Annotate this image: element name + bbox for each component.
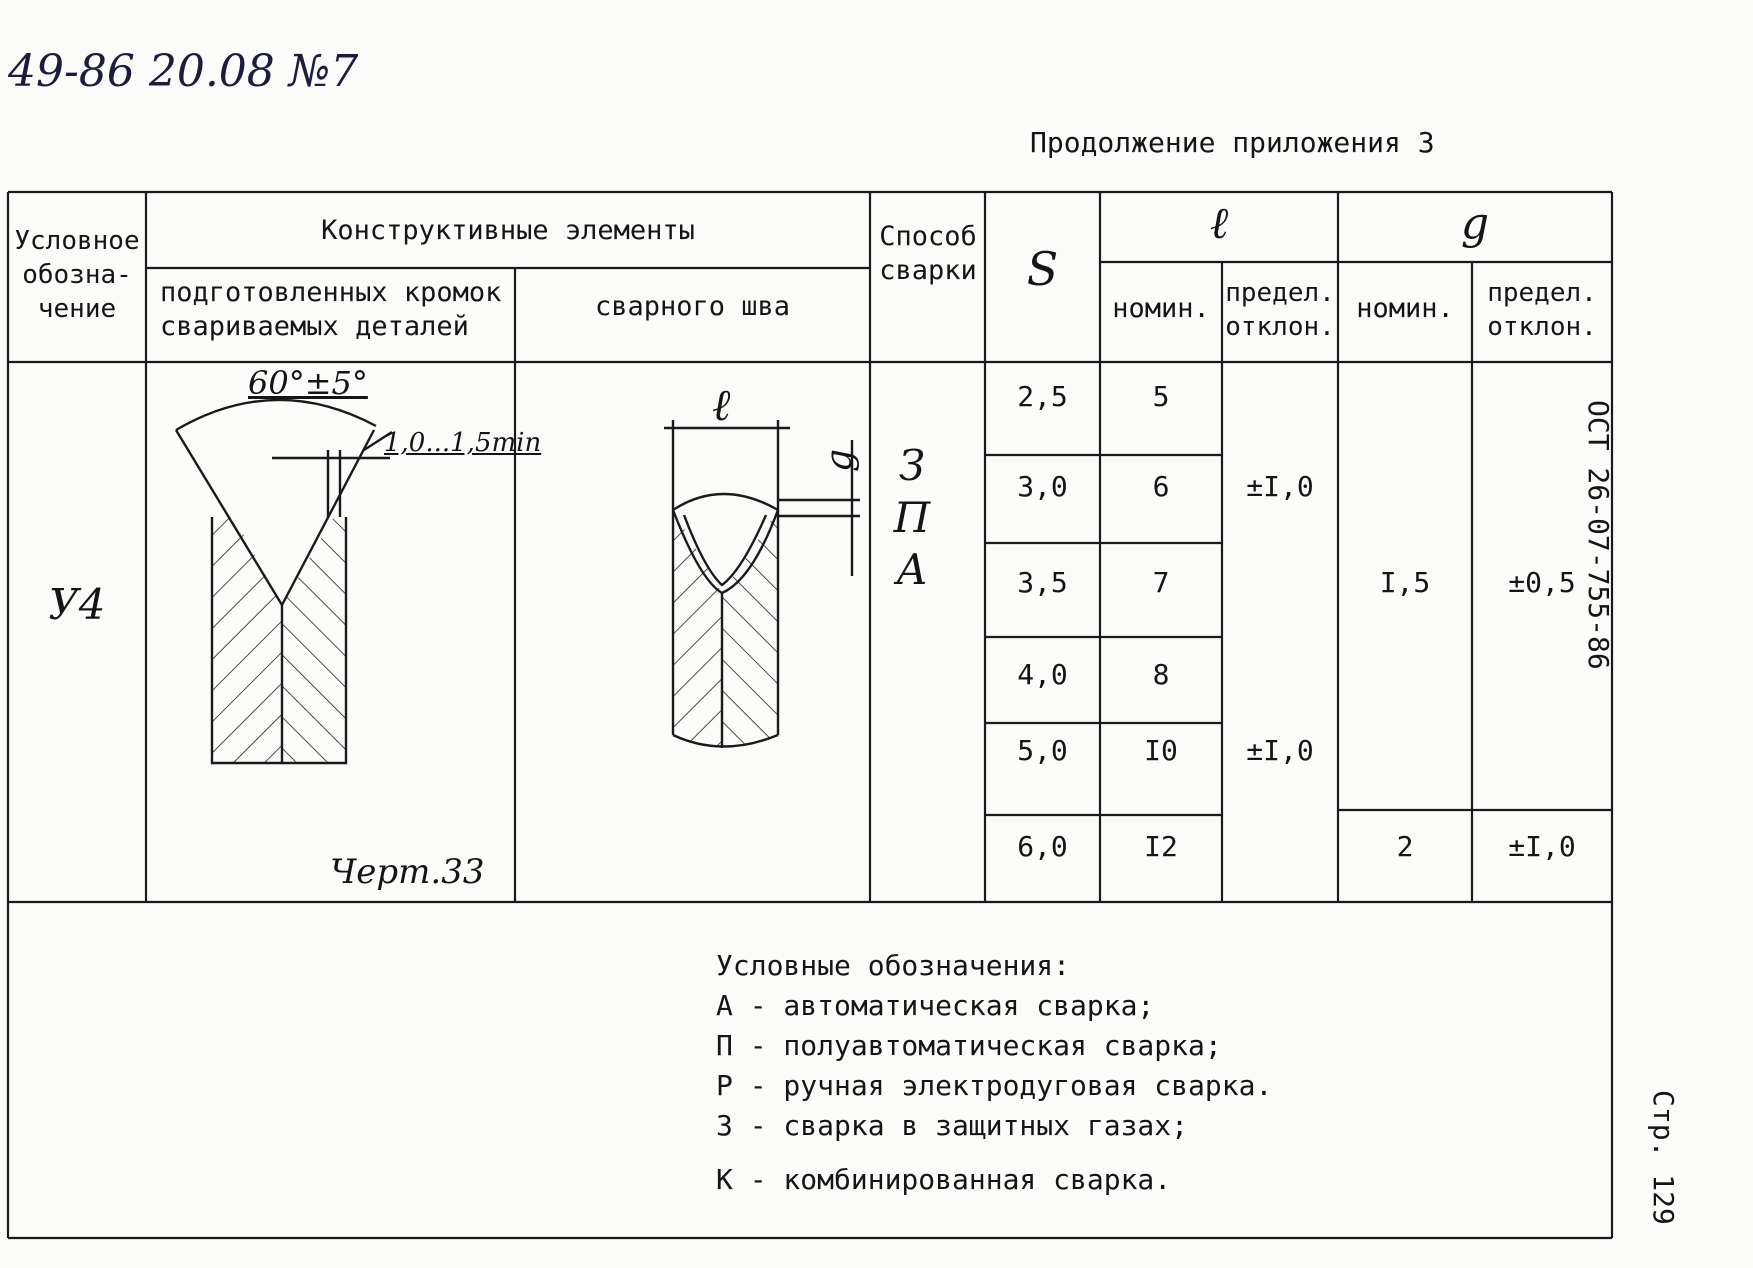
header-welding-method: Способ сварки (879, 221, 977, 286)
header-elements-group: Конструктивные элементы (321, 215, 695, 246)
l-nominal-value: I2 (1144, 830, 1178, 863)
s-value: 3,5 (1017, 566, 1068, 599)
header-l-nominal: номин. (1112, 293, 1210, 324)
prepared-edges-drawing (176, 400, 392, 763)
l-tolerance-value: ±I,0 (1246, 470, 1314, 503)
g-nominal-value: 2 (1396, 830, 1414, 863)
legend-item: А - автоматическая сварка; (716, 989, 1155, 1022)
l-nominal-value: I0 (1144, 734, 1178, 767)
header-weld-seam: сварного шва (594, 291, 791, 322)
welding-method-code: А (896, 545, 928, 594)
g-tolerance-value: ±0,5 (1508, 566, 1576, 599)
side-standard-number: ОСТ 26-07-755-86 (1582, 400, 1615, 670)
legend-item: П - полуавтоматическая сварка; (716, 1029, 1222, 1062)
row-designation: У4 (48, 580, 106, 629)
gap-label: 1,0...1,5min (384, 428, 542, 458)
g-nominal-value: I,5 (1379, 566, 1431, 599)
s-value: 4,0 (1017, 658, 1068, 691)
header-g: g (1460, 198, 1490, 249)
g-tolerance-value: ±I,0 (1508, 830, 1576, 863)
legend-item: З - сварка в защитных газах; (716, 1109, 1189, 1142)
side-page-number: Стр. 129 (1647, 1090, 1680, 1225)
legend (716, 946, 1272, 1200)
drawing-caption: Черт.33 (330, 852, 485, 892)
welding-method-codes (890, 440, 934, 596)
l-tolerance-value: ±I,0 (1246, 734, 1314, 767)
header-l: ℓ (1209, 198, 1229, 249)
s-value: 5,0 (1017, 734, 1068, 767)
header-prepared-edges: подготовленных кромок свариваемых деталей (160, 277, 502, 342)
welding-method-code: П (893, 493, 931, 542)
welding-method-code: З (898, 441, 926, 490)
seam-l-label: ℓ (712, 380, 731, 431)
legend-item: К - комбинированная сварка. (716, 1163, 1172, 1196)
legend-item: Р - ручная электродуговая сварка. (716, 1069, 1273, 1102)
legend-title: Условные обозначения: (716, 949, 1071, 982)
l-nominal-value: 6 (1152, 470, 1170, 503)
s-value: 3,0 (1017, 470, 1068, 503)
handwritten-note: 49-86 20.08 №7 (8, 46, 359, 97)
page-heading: Продолжение приложения 3 (1030, 126, 1435, 159)
header-g-tolerance: предел. отклон. (1487, 278, 1597, 342)
header-g-nominal: номин. (1356, 293, 1454, 324)
l-nominal-value: 7 (1152, 566, 1170, 599)
l-nominal-value: 8 (1152, 658, 1170, 691)
header-l-tolerance: предел. отклон. (1225, 278, 1335, 342)
angle-label: 60°±5° (248, 364, 368, 402)
l-nominal-value: 5 (1152, 380, 1170, 413)
s-value: 6,0 (1017, 830, 1068, 863)
seam-g-label: g (819, 448, 861, 473)
s-value: 2,5 (1017, 380, 1068, 413)
header-designation: Условное обозна- чение (14, 226, 140, 324)
header-s: S (1026, 242, 1059, 296)
